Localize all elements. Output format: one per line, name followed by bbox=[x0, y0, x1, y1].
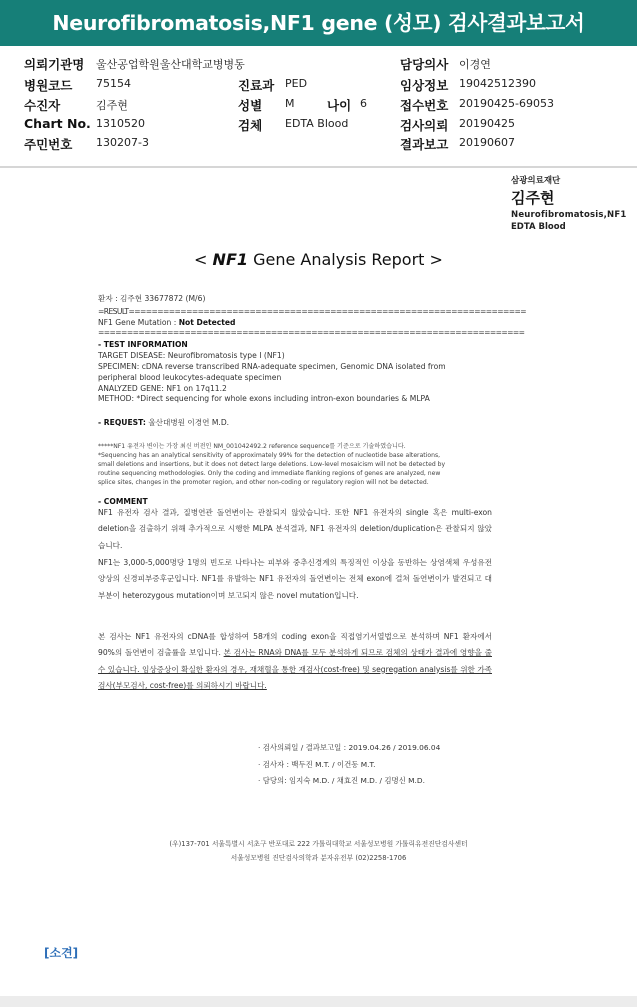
comment-heading: - COMMENT bbox=[98, 497, 148, 506]
receipt-label: 접수번호 bbox=[400, 98, 449, 113]
note-2: *Sequencing has an analytical sensitivity of approximately 99% for the detection of nucleotide base alterations, bbox=[98, 452, 441, 459]
note-4: routine sequencing methodologies. Only the coding and immediate flanking regions of genes are analyzed, new bbox=[98, 470, 441, 477]
note-5: splice sites, changes in the promoter region, and other non-coding or regulatory region will not be detected. bbox=[98, 479, 429, 486]
doctor-value: 이경연 bbox=[459, 58, 491, 71]
request-date-value: 20190425 bbox=[459, 117, 515, 130]
sticker-test-name: Neurofibromatosis,NF1 bbox=[511, 210, 627, 220]
request-date-label: 검사의뢰 bbox=[400, 118, 449, 133]
result-rule-end: ========================================================================== bbox=[98, 328, 525, 337]
patient-value: 김주현 bbox=[96, 99, 128, 112]
footer-address: (우)137-701 서울특별시 서초구 반포대로 222 가톨릭대학교 서울성모병원 가톨릭유전진단검사센터 bbox=[169, 840, 468, 848]
patient-label: 수진자 bbox=[24, 98, 61, 113]
department-value: PED bbox=[285, 77, 308, 90]
report-title-bar bbox=[0, 0, 637, 46]
department-label: 진료과 bbox=[238, 78, 275, 93]
comment-paragraph-3: 본 검사는 NF1 유전자의 cDNA를 합성하여 58개의 coding exon을 직접염기서열법으로 분석하며 NF1 환자에서 90%의 돌연변이 검출률을 보입니다. 본 검사는 RNA와 DNA를 모두 분석하게 되므로 검체의 상태가 결과에 영향을 줄 수 있습니다. 임상증상이 확실한 환자의 경우, 재채혈을 통한 재검사(cost-free) 및 segregation analysis를 위한 가족검사(부모검사, cost-free)를 의뢰하시기 바랍니다. bbox=[98, 632, 492, 690]
opinion-label: [소견] bbox=[44, 946, 79, 960]
comment-paragraph-1: NF1 유전자 검사 결과, 질병연관 돌연변이는 관찰되지 않았습니다. 또한 NF1 유전자의 single 혹은 multi-exon deletion을 검출하기 위해 추가적으로 시행한 MLPA 분석결과, NF1 유전자의 deletion/duplication은 관찰되지 않았습니다. bbox=[98, 508, 492, 550]
test-info-heading: - TEST INFORMATION bbox=[98, 340, 188, 349]
specimen-line-2: peripheral blood leukocytes-adequate specimen bbox=[98, 373, 282, 382]
sex-label: 성별 bbox=[238, 98, 263, 113]
note-1: *****NF1 유전자 변이는 가장 최신 버전인 NM_001042492.2 reference sequence를 기준으로 기술하였습니다. bbox=[98, 443, 406, 450]
bottom-bar bbox=[0, 996, 637, 1007]
request-value: 울산대병원 이경연 M.D. bbox=[148, 418, 230, 427]
specimen-label: 검체 bbox=[238, 118, 263, 133]
report-date-value: 20190607 bbox=[459, 136, 515, 149]
lab-org-name: 삼광의료재단 bbox=[511, 176, 561, 186]
method: METHOD: *Direct sequencing for whole exons including intron-exon boundaries & MLPA bbox=[98, 394, 430, 403]
doctor-label: 담당의사 bbox=[400, 57, 449, 72]
chart-value: 1310520 bbox=[96, 117, 145, 130]
signature-technicians: · 검사자 : 백두진 M.T. / 이건동 M.T. bbox=[258, 760, 376, 769]
sex-value: M bbox=[285, 97, 295, 110]
comment-paragraph-2: NF1는 3,000-5,000명당 1명의 빈도로 나타나는 피부와 중추신경계의 특징적인 이상을 동반하는 상염색체 우성유전 양상의 신경피부증후군입니다. NF1를 유발하는 NF1 유전자의 돌연변이는 전체 exon에 걸쳐 돌연변이가 발견되고 대부분이 heterozygous mutation이며 보고되지 않은 novel mutation입니다. bbox=[98, 558, 492, 600]
request-label: - REQUEST: bbox=[98, 418, 146, 427]
mutation-value: Not Detected bbox=[178, 318, 236, 327]
report-title: Neurofibromatosis,NF1 gene (성모) 검사결과보고서 bbox=[52, 11, 585, 35]
title-gene: NF1 bbox=[212, 250, 248, 269]
hospital-code-label: 병원코드 bbox=[24, 78, 73, 93]
analyzed-gene: ANALYZED GENE: NF1 on 17q11.2 bbox=[98, 384, 227, 393]
institution-value: 울산공업학원울산대학교병병동 bbox=[96, 58, 245, 71]
signature-dates: · 검사의뢰일 / 결과보고일 : 2019.04.26 / 2019.06.04 bbox=[258, 743, 441, 752]
signature-doctors: · 담당의: 임지숙 M.D. / 채효진 M.D. / 김명신 M.D. bbox=[258, 776, 425, 785]
specimen-value: EDTA Blood bbox=[285, 117, 349, 130]
receipt-value: 20190425-69053 bbox=[459, 97, 554, 110]
comment-underlined: 본 검사는 RNA와 DNA를 모두 분석하게 되므로 검체의 상태가 결과에 영향을 줄 수 있습니다. 임상증상이 확실한 환자의 경우, 재채혈을 통한 재검사(cost-free) 및 segregation analysis를 위한 가족검사(부모검사, cost-free)를 의뢰하시기 바랍니다. bbox=[98, 648, 492, 690]
clinical-value: 19042512390 bbox=[459, 77, 536, 90]
target-disease: TARGET DISEASE: Neurofibromatosis type I (NF1) bbox=[98, 351, 285, 360]
rrn-label: 주민번호 bbox=[24, 137, 73, 152]
hospital-code-value: 75154 bbox=[96, 77, 131, 90]
sticker-specimen: EDTA Blood bbox=[511, 222, 566, 232]
patient-line: 환자 : 김주현 33677872 (M/6) bbox=[98, 294, 206, 303]
mutation-label: NF1 Gene Mutation : bbox=[98, 318, 179, 327]
sticker-patient-name: 김주현 bbox=[511, 189, 555, 207]
report-date-label: 결과보고 bbox=[400, 137, 449, 152]
patient-info-panel bbox=[0, 46, 637, 166]
gene-report-title: < NF1 Gene Analysis Report > bbox=[194, 250, 443, 269]
age-value: 6 bbox=[360, 97, 367, 110]
chart-label: Chart No. bbox=[24, 116, 91, 131]
clinical-label: 임상정보 bbox=[400, 78, 449, 93]
result-rule: =RESULT===================================================================== bbox=[98, 307, 527, 316]
request-line bbox=[98, 417, 229, 428]
rrn-value: 130207-3 bbox=[96, 136, 149, 149]
age-label: 나이 bbox=[327, 98, 352, 113]
specimen-line-1: SPECIMEN: cDNA reverse transcribed RNA-adequate specimen, Genomic DNA isolated from bbox=[98, 362, 446, 371]
footer-department: 서울성모병원 진단검사의학과 분자유전부 (02)2258-1706 bbox=[230, 854, 407, 862]
institution-label: 의뢰기관명 bbox=[24, 57, 85, 72]
note-3: small deletions and insertions, but it does not detect large deletions. Low-level mosaicism will not be detected by bbox=[98, 461, 446, 468]
specimen-label-sticker bbox=[511, 174, 635, 232]
